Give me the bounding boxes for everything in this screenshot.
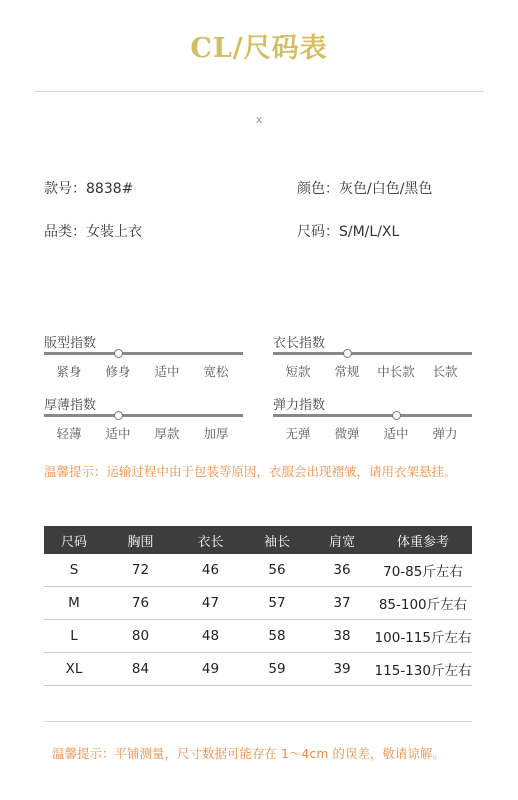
elasticity-index-option: 微弹 xyxy=(334,426,360,441)
product-category: 品类：女装上衣 xyxy=(44,224,142,240)
table-cell: 80 xyxy=(104,620,177,653)
table-cell: 47 xyxy=(177,587,244,620)
fit-index-knob xyxy=(114,349,123,358)
size-table-header-row xyxy=(44,526,472,554)
table-cell: M xyxy=(44,587,104,620)
thickness-index-knob xyxy=(114,411,123,420)
color-options: 颜色：灰色/白色/黑色 xyxy=(297,181,433,197)
table-cell: 36 xyxy=(310,554,374,587)
table-cell: S xyxy=(44,554,104,587)
fit-index-option: 修身 xyxy=(105,364,131,379)
size-table xyxy=(44,526,472,686)
length-index-option: 中长款 xyxy=(377,364,415,379)
table-row xyxy=(44,554,472,587)
elasticity-index-option: 弹力 xyxy=(432,426,458,441)
table-cell: 39 xyxy=(310,653,374,686)
table-cell: XL xyxy=(44,653,104,686)
table-row xyxy=(44,653,472,686)
table-cell: 59 xyxy=(244,653,310,686)
table-cell: 100-115斤左右 xyxy=(374,620,472,653)
table-cell: 58 xyxy=(244,620,310,653)
header-size: 尺码 xyxy=(44,526,104,554)
table-cell: 38 xyxy=(310,620,374,653)
thickness-index-title: 厚薄指数 xyxy=(44,398,97,413)
table-cell: 115-130斤左右 xyxy=(374,653,472,686)
thickness-index-option: 厚款 xyxy=(154,426,180,441)
table-cell: 56 xyxy=(244,554,310,587)
bottom-divider xyxy=(44,721,472,722)
table-row xyxy=(44,587,472,620)
table-cell: 49 xyxy=(177,653,244,686)
length-index-track xyxy=(273,352,472,355)
title-divider xyxy=(34,91,484,92)
length-index-title: 衣长指数 xyxy=(273,336,326,351)
shipping-notice: 温馨提示：运输过程中由于包装等原因，衣服会出现褶皱，请用衣架悬挂。 xyxy=(44,464,457,479)
length-index-option: 长款 xyxy=(432,364,458,379)
fit-index-track xyxy=(44,352,243,355)
measurement-notice: 温馨提示：平铺测量，尺寸数据可能存在 1～4cm 的误差，敬请谅解。 xyxy=(52,746,445,761)
table-cell: 84 xyxy=(104,653,177,686)
length-index-knob xyxy=(343,349,352,358)
close-mark: x xyxy=(255,113,263,126)
thickness-index-track xyxy=(44,414,243,417)
fit-index-option: 紧身 xyxy=(56,364,82,379)
elasticity-index-track xyxy=(273,414,472,417)
header-sleeve: 袖长 xyxy=(244,526,310,554)
elasticity-index-option: 无弹 xyxy=(285,426,311,441)
header-weight: 体重参考 xyxy=(374,526,472,554)
fit-index-option: 宽松 xyxy=(203,364,229,379)
size-list: 尺码：S/M/L/XL xyxy=(297,224,400,240)
thickness-index-option: 加厚 xyxy=(203,426,229,441)
header-shoulder: 肩宽 xyxy=(310,526,374,554)
table-cell: 48 xyxy=(177,620,244,653)
length-index-option: 常规 xyxy=(334,364,360,379)
table-cell: 57 xyxy=(244,587,310,620)
style-number: 款号：8838# xyxy=(44,181,134,197)
table-cell: 72 xyxy=(104,554,177,587)
fit-index-option: 适中 xyxy=(154,364,180,379)
elasticity-index-knob xyxy=(392,411,401,420)
table-cell: 85-100斤左右 xyxy=(374,587,472,620)
page-title: CL/尺码表 xyxy=(190,33,328,64)
table-cell: 76 xyxy=(104,587,177,620)
table-row xyxy=(44,620,472,653)
table-cell: 70-85斤左右 xyxy=(374,554,472,587)
fit-index-title: 版型指数 xyxy=(44,336,97,351)
thickness-index-option: 适中 xyxy=(105,426,131,441)
elasticity-index-option: 适中 xyxy=(383,426,409,441)
table-cell: 37 xyxy=(310,587,374,620)
header-bust: 胸围 xyxy=(104,526,177,554)
elasticity-index-title: 弹力指数 xyxy=(273,398,326,413)
length-index-option: 短款 xyxy=(285,364,311,379)
table-cell: L xyxy=(44,620,104,653)
header-length: 衣长 xyxy=(177,526,244,554)
table-cell: 46 xyxy=(177,554,244,587)
thickness-index-option: 轻薄 xyxy=(56,426,82,441)
